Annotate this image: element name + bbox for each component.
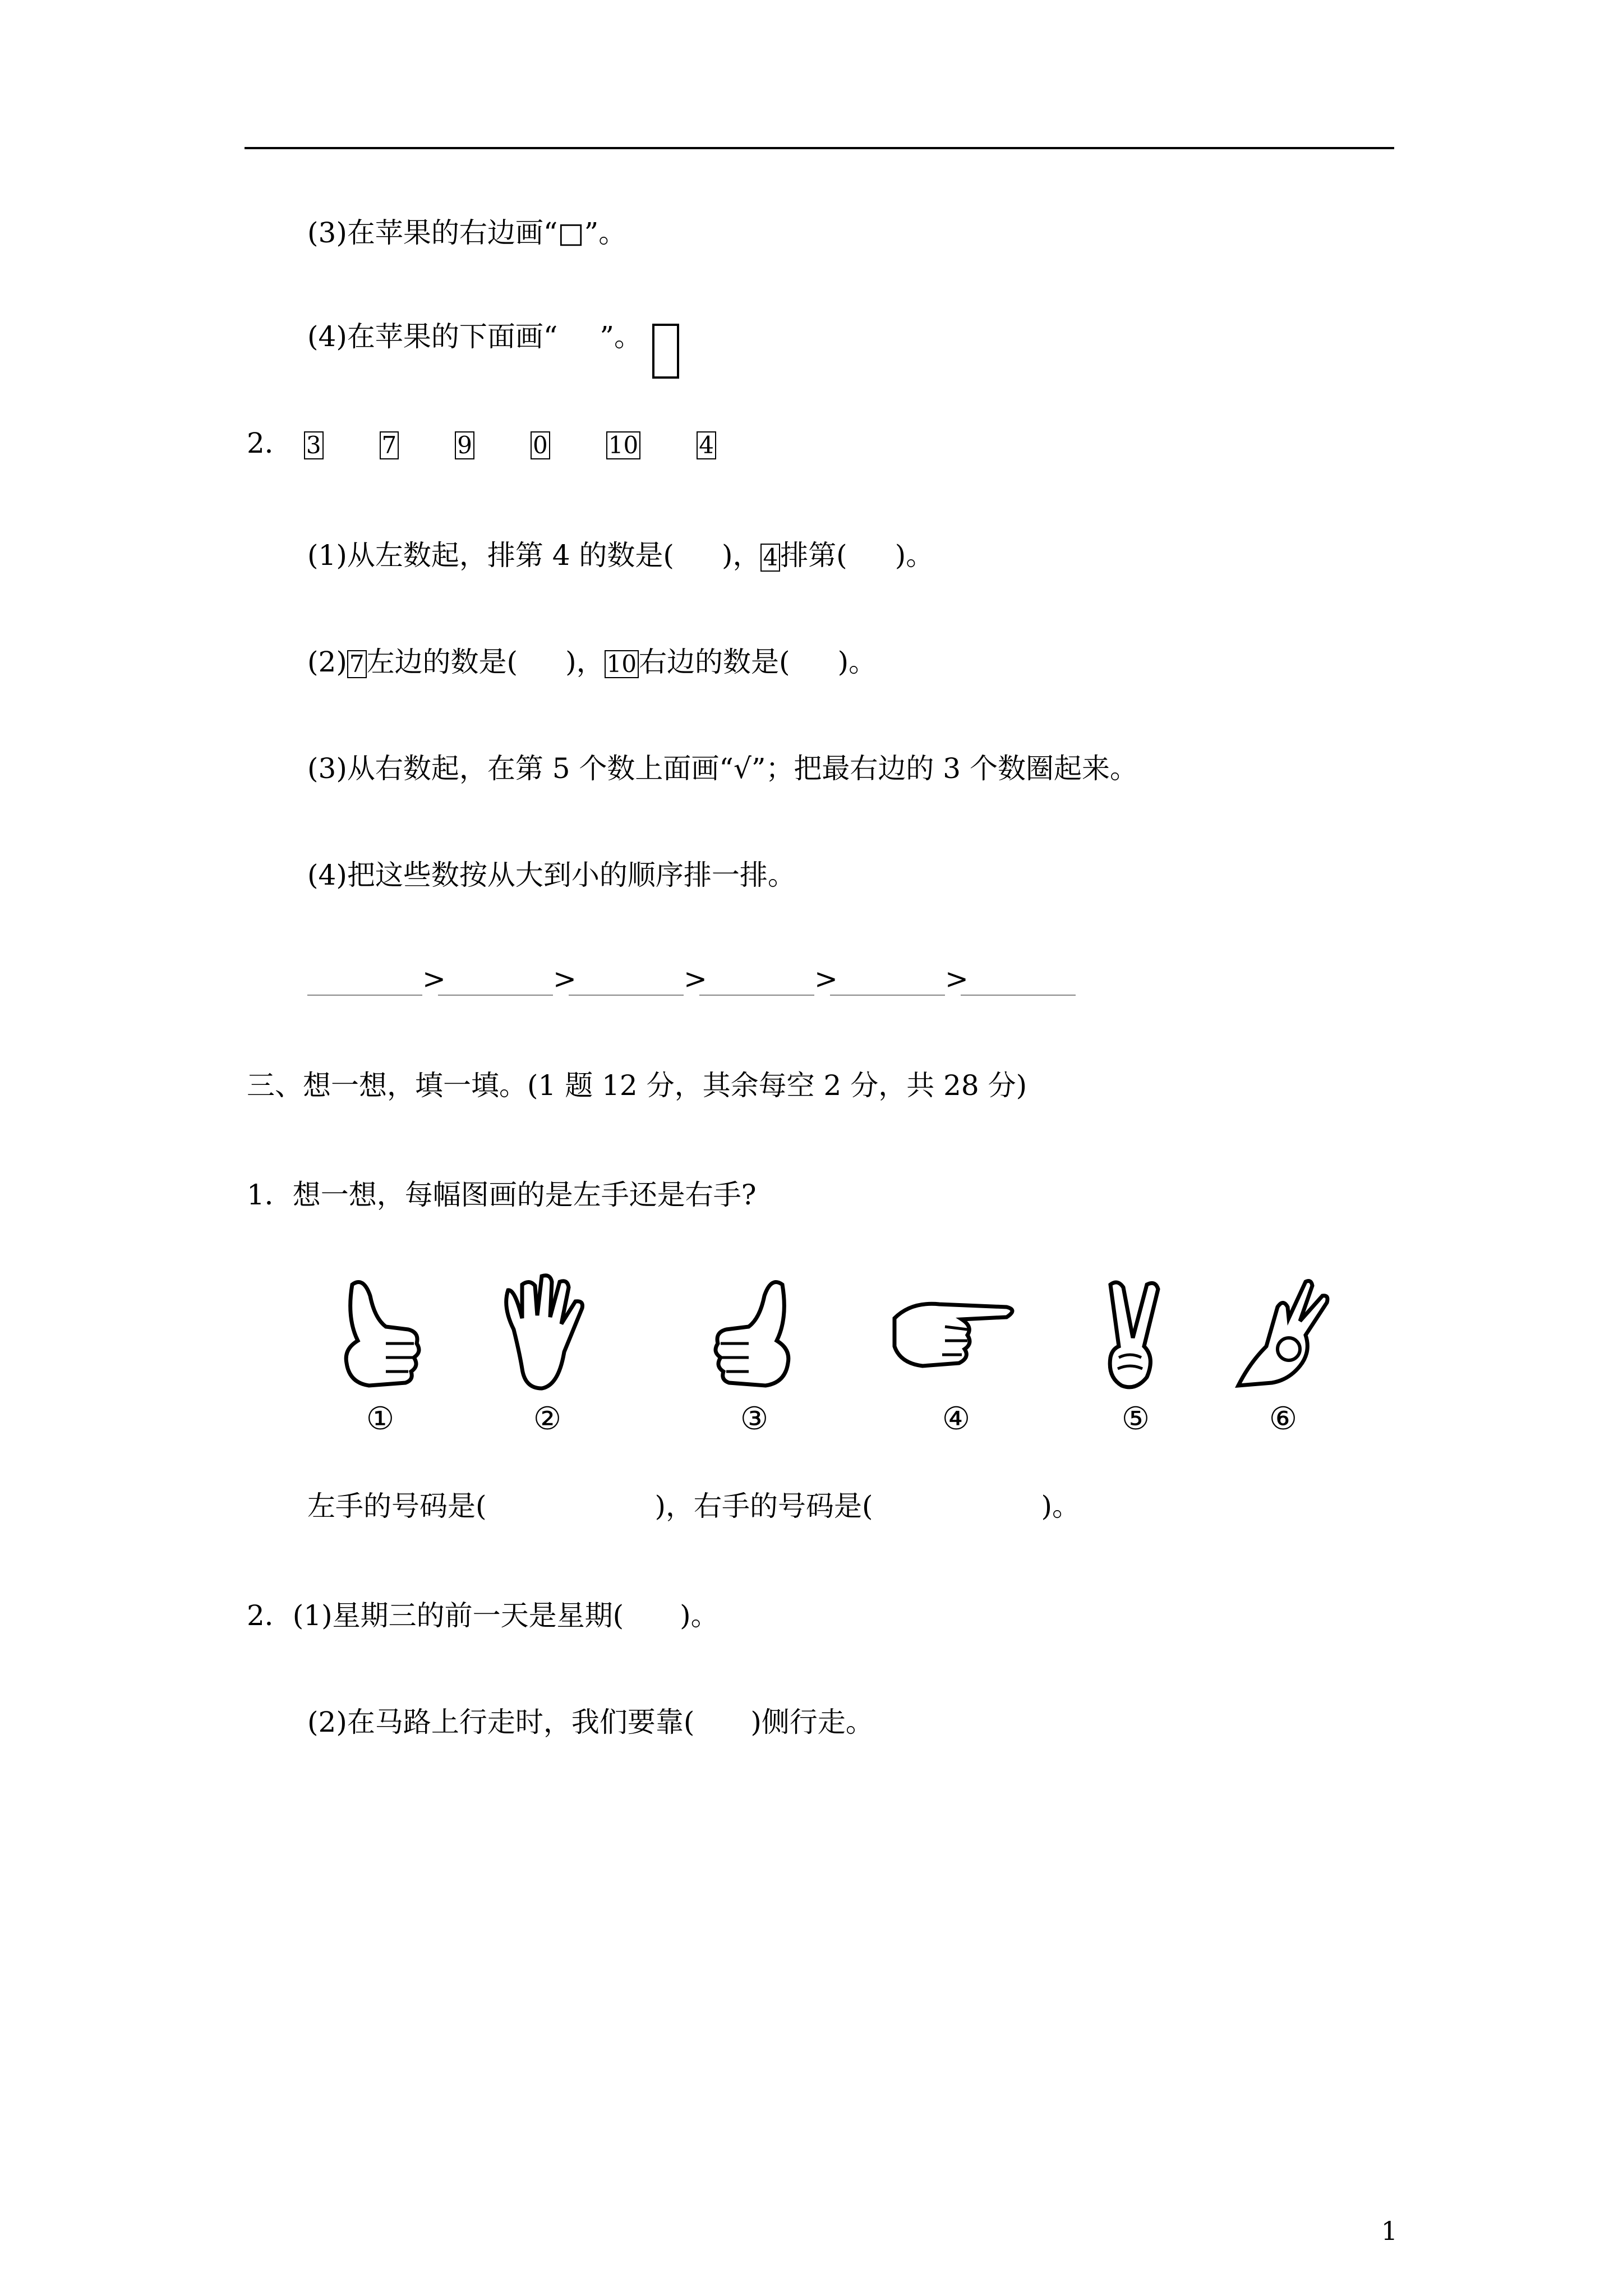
thumbs-up-hand-icon [324, 1273, 436, 1437]
question-2-1-text: )， [721, 539, 761, 572]
question-2-1 [307, 539, 934, 572]
answer-blank[interactable] [569, 968, 684, 996]
section-3-title: 三、想一想，填一填。(1 题 12 分，其余每空 2 分，共 28 分) [247, 1069, 1027, 1102]
number-sequence [247, 426, 772, 460]
greater-than-sign: > [684, 963, 707, 995]
greater-than-sign: > [814, 963, 838, 995]
question-1-4 [307, 320, 642, 353]
number-card: 4 [760, 544, 780, 572]
number-card: 10 [606, 431, 640, 459]
question-2-2-text: )。 [837, 646, 877, 678]
question-2-4: (4)把这些数按从大到小的顺序排一排。 [307, 859, 796, 891]
question-2-2-text: 左边的数是( [366, 646, 518, 678]
question-2-2-text: )， [565, 646, 605, 678]
question-1-4-end: ”。 [600, 320, 642, 353]
question-3-1-answer [307, 1489, 1080, 1523]
answer-text: 左手的号码是( [307, 1490, 487, 1522]
answer-blank[interactable] [830, 968, 945, 996]
number-card: 4 [697, 431, 716, 459]
hand-number-label: ④ [942, 1401, 971, 1437]
question-2-3: (3)从右数起，在第 5 个数上面画“√”；把最右边的 3 个数圈起来。 [307, 752, 1138, 785]
hand-number-label: ⑤ [1121, 1401, 1150, 1437]
answer-text: )，右手的号码是( [654, 1490, 873, 1522]
greater-than-sign: > [945, 963, 969, 995]
answer-blank[interactable] [961, 968, 1076, 996]
number-card: 7 [347, 650, 367, 678]
number-card: 3 [304, 431, 324, 459]
greater-than-sign: > [422, 963, 446, 995]
question-2-label: 2． [247, 427, 293, 459]
ordering-blanks [307, 962, 1076, 996]
answer-blank[interactable] [438, 968, 553, 996]
rectangle-shape [652, 324, 679, 379]
question-3-1: 1．想一想，每幅图画的是左手还是右手? [247, 1179, 757, 1211]
number-card: 9 [455, 431, 474, 459]
page-number: 1 [1381, 2216, 1398, 2246]
number-card: 0 [531, 431, 550, 459]
header-rule [245, 147, 1394, 149]
answer-blank[interactable] [699, 968, 814, 996]
thumbs-up-hand-icon [698, 1273, 810, 1437]
question-2-1-text: (1)从左数起，排第 4 的数是( [307, 539, 674, 572]
question-3-2-1: 2．(1)星期三的前一天是星期( )。 [247, 1599, 719, 1632]
hand-number-label: ⑥ [1269, 1401, 1298, 1437]
hand-number-label: ② [533, 1401, 562, 1437]
question-2-2-text: 右边的数是( [639, 646, 790, 678]
answer-text: )。 [1041, 1490, 1081, 1522]
pointing-hand-icon [889, 1273, 1023, 1437]
number-card: 10 [605, 650, 639, 678]
number-card: 7 [380, 431, 399, 459]
ok-hand-icon [1227, 1273, 1339, 1437]
question-2-1-text: 排第( [780, 539, 847, 572]
hand-number-label: ③ [740, 1401, 769, 1437]
question-1-3: (3)在苹果的右边画“□”。 [307, 217, 627, 249]
victory-hand-icon [1080, 1273, 1192, 1437]
question-2-2 [307, 645, 877, 679]
question-2-1-text: )。 [895, 539, 934, 572]
answer-blank[interactable] [307, 968, 422, 996]
open-palm-hand-icon [491, 1273, 603, 1437]
hand-number-label: ① [366, 1401, 395, 1437]
question-3-2-2: (2)在马路上行走时，我们要靠( )侧行走。 [307, 1706, 874, 1738]
question-2-2-text: (2) [307, 646, 347, 678]
greater-than-sign: > [553, 963, 577, 995]
hand-pictures [0, 1273, 1623, 1442]
question-1-4-text: (4)在苹果的下面画“ [307, 320, 558, 353]
